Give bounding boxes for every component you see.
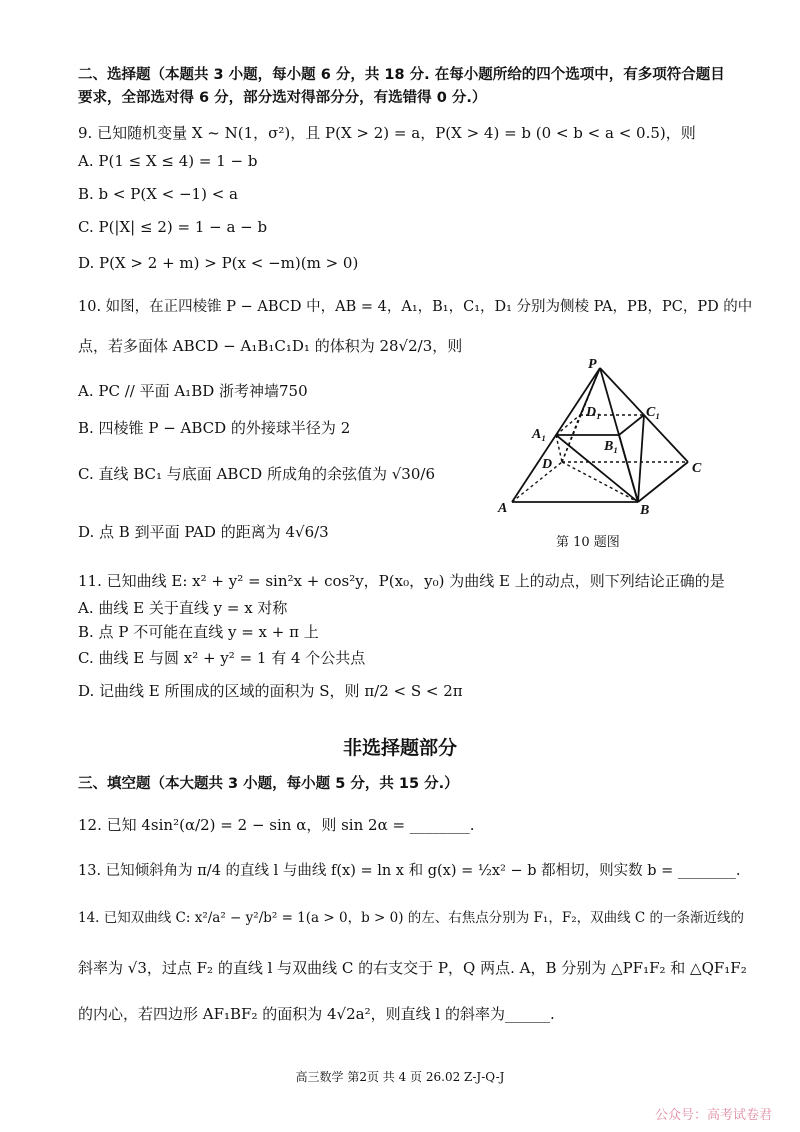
edge-B1C1 <box>619 415 644 435</box>
section2-heading-line1: 二、选择题（本题共 3 小题，每小题 6 分，共 18 分. 在每小题所给的四个选项中，有多项符合题目 <box>78 67 725 83</box>
edge-BC <box>638 462 688 502</box>
q12-stem: 12. 已知 4sin²(α/2) = 2 − sin α，则 sin 2α = ________. <box>78 816 475 834</box>
q11-option-b: B. 点 P 不可能在直线 y = x + π 上 <box>78 623 319 641</box>
label-C: C <box>692 461 702 476</box>
label-D: D <box>542 457 553 472</box>
q11-option-d: D. 记曲线 E 所围成的区域的面积为 S，则 π/2 < S < 2π <box>78 682 463 700</box>
edge-C1B <box>638 415 644 502</box>
edge-B1B <box>619 435 638 502</box>
edge-DB <box>562 462 638 502</box>
q9-option-d: D. P(X > 2 + m) > P(x < −m)(m > 0) <box>78 254 359 272</box>
part-title: 非选择题部分 <box>342 737 457 759</box>
q10-option-d: D. 点 B 到平面 PAD 的距离为 4√6/3 <box>78 523 329 541</box>
section2-heading-line2: 要求，全部选对得 6 分，部分选对得部分分，有选错得 0 分.） <box>78 90 487 106</box>
q9-option-b: B. b < P(X < −1) < a <box>78 185 239 203</box>
q14-line2: 斜率为 √3，过点 F₂ 的直线 l 与双曲线 C 的右支交于 P，Q 两点. A，B 分别为 △PF₁F₂ 和 △QF₁F₂ <box>78 959 747 977</box>
edge-AD <box>512 462 562 502</box>
q11-option-c: C. 曲线 E 与圆 x² + y² = 1 有 4 个公共点 <box>78 649 366 667</box>
q9-option-a: A. P(1 ≤ X ≤ 4) = 1 − b <box>78 152 258 170</box>
label-B: B <box>640 503 650 518</box>
label-P: P <box>588 357 597 372</box>
label-A1: A₁ <box>532 427 547 442</box>
q11-option-a: A. 曲线 E 关于直线 y = x 对称 <box>78 599 288 617</box>
q10-stem-line1: 10. 如图，在正四棱锥 P − ABCD 中，AB = 4，A₁，B₁，C₁，D₁ 分别为侧棱 PA，PB，PC，PD 的中 <box>78 299 753 315</box>
q13-stem: 13. 已知倾斜角为 π/4 的直线 l 与曲线 f(x) = ln x 和 g(x) = ½x² − b 都相切，则实数 b = ________. <box>78 863 741 879</box>
q10-stem-line2: 点，若多面体 ABCD − A₁B₁C₁D₁ 的体积为 28√2/3，则 <box>78 337 463 355</box>
label-A: A <box>498 501 508 516</box>
q14-line3: 的内心，若四边形 AF₁BF₂ 的面积为 4√2a²，则直线 l 的斜率为______. <box>78 1005 555 1023</box>
page-footer: 高三数学 第2页 共 4 页 26.02 Z-J-Q-J <box>295 1070 505 1084</box>
watermark: 公众号：高考试卷君 <box>655 1108 773 1123</box>
q10-option-b: B. 四棱锥 P − ABCD 的外接球半径为 2 <box>78 419 351 437</box>
section3-heading: 三、填空题（本大题共 3 小题，每小题 5 分，共 15 分.） <box>78 776 459 792</box>
label-D1: D₁ <box>586 405 601 420</box>
q14-line1: 14. 已知双曲线 C: x²/a² − y²/b² = 1(a > 0，b > 0) 的左、右焦点分别为 F₁，F₂，双曲线 C 的一条渐近线的 <box>78 910 745 926</box>
label-C1: C₁ <box>646 405 661 420</box>
figure-caption: 第 10 题图 <box>556 535 620 550</box>
q9-stem: 9. 已知随机变量 X ~ N(1，σ²)，且 P(X > 2) = a，P(X > 4) = b (0 < b < a < 0.5)，则 <box>78 124 696 142</box>
q11-stem: 11. 已知曲线 E: x² + y² = sin²x + cos²y，P(x₀，y₀) 为曲线 E 上的动点，则下列结论正确的是 <box>78 572 725 590</box>
label-B1: B₁ <box>604 439 619 454</box>
q10-option-c: C. 直线 BC₁ 与底面 ABCD 所成角的余弦值为 √30/6 <box>78 465 435 483</box>
q9-option-c: C. P(|X| ≤ 2) = 1 − a − b <box>78 218 268 236</box>
pyramid-figure <box>488 352 718 527</box>
q10-option-a: A. PC // 平面 A₁BD 浙考神墙750 <box>78 382 308 400</box>
